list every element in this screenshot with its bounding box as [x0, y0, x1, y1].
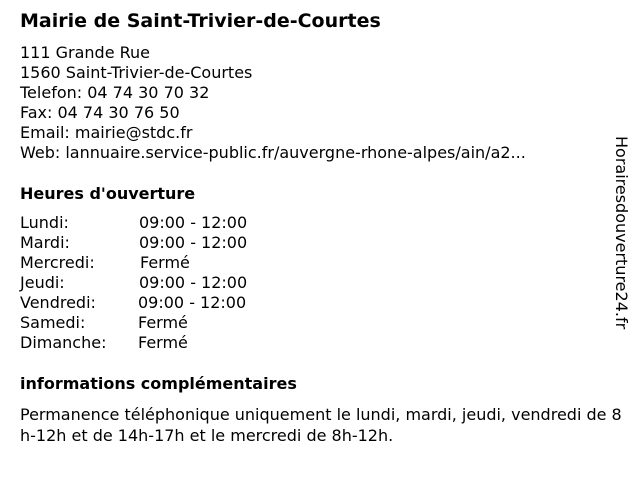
city-line: 1560 Saint-Trivier-de-Courtes: [20, 63, 253, 82]
day-label: Mercredi:: [20, 253, 95, 272]
hours-row: [20, 333, 247, 353]
day-hours: 09:00 - 12:00: [138, 293, 247, 312]
info-text: Permanence téléphonique uniquement le lundi, mardi, jeudi, vendredi de 8h-12h et de 14h-17h et le mercredi de 8h-12h.: [20, 405, 622, 445]
hours-row: [20, 233, 247, 253]
day-hours: Fermé: [140, 253, 190, 272]
info-heading: informations complémentaires: [20, 374, 297, 393]
day-hours: 09:00 - 12:00: [139, 213, 248, 232]
day-label: Lundi:: [20, 213, 69, 232]
phone-line: Telefon: 04 74 30 70 32: [20, 83, 210, 102]
hours-row: [20, 293, 247, 313]
day-label: Vendredi:: [20, 293, 96, 312]
fax-line: Fax: 04 74 30 76 50: [20, 103, 180, 122]
day-hours: 09:00 - 12:00: [139, 233, 248, 252]
email-line: Email: mairie@stdc.fr: [20, 123, 193, 142]
hours-row: [20, 273, 247, 293]
day-hours: Fermé: [138, 333, 188, 352]
page-title: Mairie de Saint-Trivier-de-Courtes: [20, 10, 381, 32]
day-hours: Fermé: [138, 313, 188, 332]
hours-heading: Heures d'ouverture: [20, 184, 196, 203]
day-label: Dimanche:: [20, 333, 107, 352]
contact-block: [20, 43, 526, 163]
hours-row: [20, 213, 247, 233]
day-label: Mardi:: [20, 233, 70, 252]
day-hours: 09:00 - 12:00: [139, 273, 248, 292]
street-address: 111 Grande Rue: [20, 43, 151, 62]
day-label: Jeudi:: [20, 273, 65, 292]
hours-row: [20, 253, 247, 273]
opening-hours-list: [20, 213, 247, 353]
web-line: Web: lannuaire.service-public.fr/auvergne-rhone-alpes/ain/a2...: [20, 143, 526, 162]
hours-row: [20, 313, 247, 333]
watermark-text: Horairesdouverture24.fr: [612, 136, 631, 330]
day-label: Samedi:: [20, 313, 86, 332]
